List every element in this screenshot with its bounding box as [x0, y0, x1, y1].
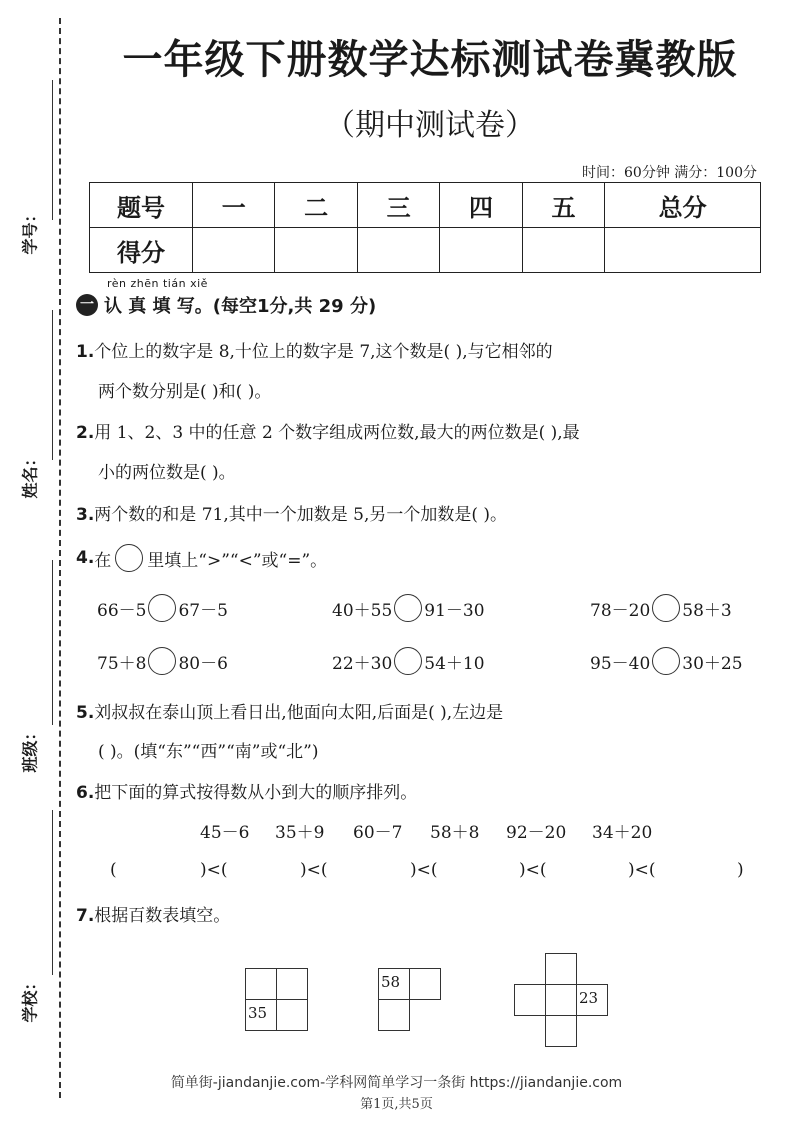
question-text: 把下面的算式按得数从小到大的顺序排列。: [94, 783, 418, 803]
score-table: [89, 182, 761, 273]
comparison-right: 58＋3: [682, 600, 732, 621]
class-label: 班级：: [20, 724, 40, 773]
comparison-right: 91－30: [424, 600, 485, 621]
grid-cell: [576, 984, 608, 1016]
grid-cell[interactable]: [545, 1015, 577, 1047]
grid-cell[interactable]: [545, 953, 577, 985]
class-line: [52, 560, 53, 725]
order-bracket: ): [737, 860, 744, 880]
question-6: [76, 778, 417, 803]
expression-item: 35＋9: [275, 823, 325, 843]
name-line: [52, 310, 53, 460]
comparison-left: 75＋8: [97, 653, 147, 674]
comparison-item: [590, 647, 743, 675]
name-field[interactable]: [14, 310, 44, 520]
grid-cell: [245, 999, 277, 1031]
question-text: 两个数的和是 71,其中一个加数是 5,另一个加数是( )。: [94, 505, 508, 525]
comparison-item: [332, 647, 485, 675]
order-bracket: )<(: [519, 860, 547, 880]
expression-item: 60－7: [353, 823, 403, 843]
expression-item: 92－20: [506, 823, 567, 843]
grid-cell[interactable]: [378, 999, 410, 1031]
comparison-answer-circle[interactable]: [394, 594, 422, 622]
score-input-cell[interactable]: [440, 228, 522, 273]
grid-cell[interactable]: [545, 984, 577, 1016]
comparison-answer-circle[interactable]: [148, 594, 176, 622]
question-1: [76, 337, 553, 362]
comparison-answer-circle[interactable]: [148, 647, 176, 675]
grid-number: 23: [579, 989, 599, 1007]
question-text: 刘叔叔在泰山顶上看日出,他面向太阳,后面是( ),左边是: [94, 703, 504, 723]
score-header-cell: 四: [440, 183, 522, 228]
expression-item: 45－6: [200, 823, 250, 843]
comparison-left: 78－20: [590, 600, 651, 621]
grid-cell[interactable]: [276, 968, 308, 1000]
score-header-cell: 一: [193, 183, 275, 228]
question-number: 4.: [76, 548, 95, 568]
student-id-label: 学号：: [20, 206, 40, 255]
question-number: 2.: [76, 423, 95, 443]
question-number: 1.: [76, 342, 95, 362]
school-label: 学校：: [20, 974, 40, 1023]
question-text: 用 1、2、3 中的任意 2 个数字组成两位数,最大的两位数是( ),最: [94, 423, 580, 443]
grid-cell[interactable]: [245, 968, 277, 1000]
comparison-right: 80－6: [178, 653, 228, 674]
question-number: 7.: [76, 906, 95, 926]
school-line: [52, 810, 53, 975]
name-label: 姓名：: [20, 450, 40, 499]
comparison-answer-circle[interactable]: [394, 647, 422, 675]
question-text: 根据百数表填空。: [94, 906, 231, 926]
comparison-item: [97, 594, 228, 622]
score-header-cell: 题号: [90, 183, 193, 228]
score-row-label: 得分: [90, 228, 193, 273]
expression-item: 34＋20: [592, 823, 653, 843]
question-2-continued: 小的两位数是( )。: [98, 463, 236, 483]
section-pinyin: rèn zhēn tián xiě: [107, 277, 208, 290]
comparison-answer-circle[interactable]: [652, 647, 680, 675]
comparison-left: 66－5: [97, 600, 147, 621]
comparison-answer-circle[interactable]: [652, 594, 680, 622]
comparison-left: 22＋30: [332, 653, 393, 674]
answer-circle-icon: [115, 544, 143, 572]
student-id-line: [52, 80, 53, 220]
class-field[interactable]: [14, 560, 44, 780]
comparison-left: 95－40: [590, 653, 651, 674]
comparison-item: [97, 647, 228, 675]
question-1-continued: 两个数分别是( )和( )。: [98, 382, 272, 402]
grid-number: 35: [248, 1004, 268, 1022]
comparison-right: 67－5: [178, 600, 228, 621]
question-5: [76, 698, 503, 723]
order-bracket: )<(: [200, 860, 228, 880]
comparison-item: [332, 594, 485, 622]
footer-page-number: 第1页,共5页: [360, 1097, 433, 1112]
score-header-cell: 二: [275, 183, 357, 228]
grid-number: 58: [381, 973, 401, 991]
question-text-post: 里填上“>”“<”或“=”。: [147, 550, 328, 571]
grid-cell: [378, 968, 410, 1000]
comparison-left: 40＋55: [332, 600, 393, 621]
footer-source: 简单街-jiandanjie.com-学科网简单学习一条街 https://jiandanjie.com: [170, 1075, 623, 1091]
binding-dashed-line: [59, 18, 61, 1098]
question-text-pre: 在: [94, 550, 112, 571]
score-table-header-row: [90, 183, 761, 228]
grid-cell[interactable]: [514, 984, 546, 1016]
score-table-score-row: [90, 228, 761, 273]
question-number: 6.: [76, 783, 95, 803]
grid-cell[interactable]: [276, 999, 308, 1031]
grid-cell[interactable]: [409, 968, 441, 1000]
score-header-cell: 总分: [605, 183, 761, 228]
order-bracket: )<(: [300, 860, 328, 880]
question-3: [76, 500, 507, 525]
section-heading-text: 认 真 填 写。(每空1分,共 29 分): [104, 296, 377, 317]
score-header-cell: 五: [522, 183, 604, 228]
page-subtitle: （期中测试卷）: [325, 108, 535, 143]
score-input-cell[interactable]: [193, 228, 275, 273]
expression-item: 58＋8: [430, 823, 480, 843]
exam-info: 时间：60分钟 满分：100分: [582, 165, 757, 181]
order-bracket: )<(: [410, 860, 438, 880]
question-2: [76, 418, 580, 443]
section-heading: [76, 292, 376, 318]
score-input-cell[interactable]: [605, 228, 761, 273]
comparison-right: 54＋10: [424, 653, 485, 674]
question-5-continued: ( )。(填“东”“西”“南”或“北”): [98, 742, 319, 762]
question-7: [76, 901, 230, 926]
page-title: 一年级下册数学达标测试卷冀教版: [122, 36, 738, 83]
section-number-badge: 一: [76, 294, 98, 316]
question-text: 个位上的数字是 8,十位上的数字是 7,这个数是( ),与它相邻的: [94, 342, 553, 362]
question-number: 3.: [76, 505, 95, 525]
question-number: 5.: [76, 703, 95, 723]
score-header-cell: 三: [357, 183, 439, 228]
student-id-field[interactable]: [14, 80, 44, 280]
score-input-cell[interactable]: [522, 228, 604, 273]
question-4: [76, 544, 327, 572]
order-bracket: (: [110, 860, 117, 880]
comparison-item: [590, 594, 732, 622]
comparison-right: 30＋25: [682, 653, 743, 674]
score-input-cell[interactable]: [275, 228, 357, 273]
school-field[interactable]: [14, 810, 44, 1030]
score-input-cell[interactable]: [357, 228, 439, 273]
order-bracket: )<(: [628, 860, 656, 880]
